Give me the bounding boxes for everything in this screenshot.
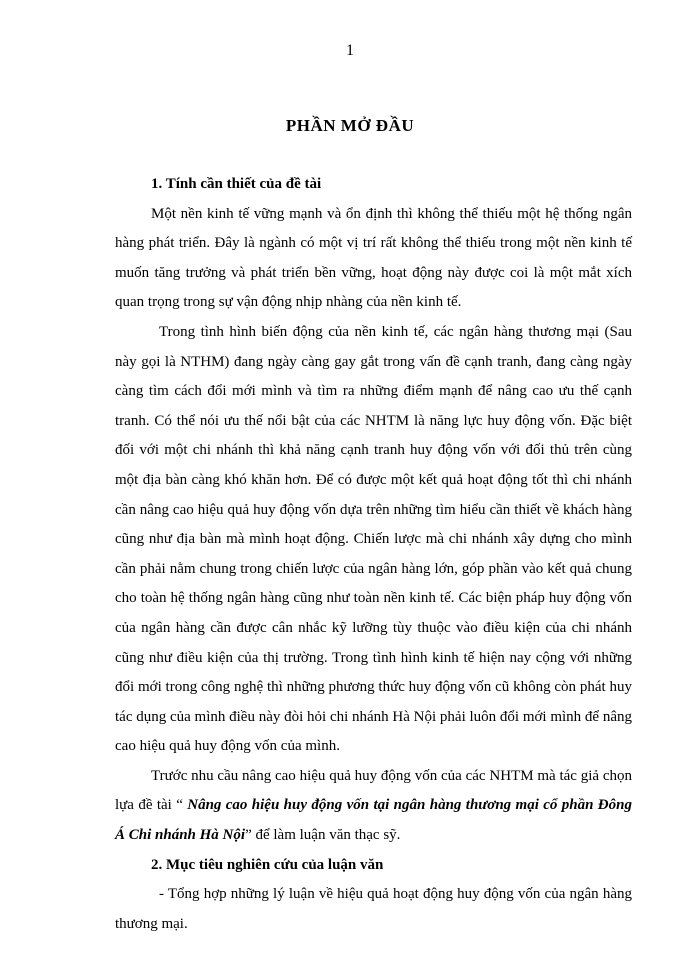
section-1-paragraph-3 bbox=[115, 762, 632, 851]
paragraph-3-ending: ” để làm luận văn thạc sỹ. bbox=[245, 827, 401, 844]
section-1-heading: 1. Tính cần thiết của đề tài bbox=[151, 176, 322, 192]
thesis-topic-title: Nâng cao hiệu huy động vốn tại ngân hàng thương mại cổ phần Đông Á Chi nhánh Hà Nội bbox=[115, 797, 632, 844]
section-1-paragraph-1: Một nền kinh tế vững mạnh và ổn định thì không thể thiếu một hệ thống ngân hàng phát triển. Đây là ngành có một vị trí rất không thể thiếu trong một nền kinh tế muốn tăng trưởng và phát triển bền vững, hoạt động này được coi là một mắt xích quan trọng trong sự vận động nhịp nhàng của nền kinh tế. bbox=[115, 205, 632, 311]
section-1-paragraph-2: Trong tình hình biến động của nền kinh tế, các ngân hàng thương mại (Sau này gọi là NTHM) đang ngày càng gay gắt trong vấn đề cạnh tranh, đang càng ngày càng tìm cách đổi mới mình và tìm ra những điểm mạnh để nâng cao ưu thế cạnh tranh. Có thể nói ưu thế nổi bật của các NHTM là năng lực huy động vốn. Đặc biệt đối với một chi nhánh thì khả năng cạnh tranh huy động vốn với đối thủ trên cùng một địa bàn càng khó khăn hơn. Để có được một kết quả hoạt động tốt thì chi nhánh cần nâng cao hiệu quả huy động vốn dựa trên những tìm hiểu cần thiết về khách hàng cũng như địa bàn mà mình hoạt động. Chiến lược mà chi nhánh xây dựng cho mình cần phải nằm chung trong chiến lược của ngân hàng lớn, góp phần vào kết quả chung cho toàn hệ thống ngân hàng cũng như toàn nền kinh tế. Các biện pháp huy động vốn của ngân hàng cần được cân nhắc kỹ lưỡng tùy thuộc vào điều kiện của chi nhánh cũng như điều kiện của thị trường. Trong tình hình kinh tế hiện nay cộng với những đổi mới trong công nghệ thì những phương thức huy động vốn cũ không còn phát huy tác dụng của mình điều này đòi hỏi chi nhánh Hà Nội phải luôn đổi mới mình để nâng cao hiệu quả huy động vốn của mình. bbox=[115, 323, 633, 755]
paragraph-3-intro: Trước nhu cầu nâng cao hiệu quả huy động vốn của các NHTM mà tác giả chọn lựa đề tài “ bbox=[115, 767, 632, 814]
document-body bbox=[115, 170, 632, 939]
page-number: 1 bbox=[346, 42, 354, 59]
page-title: PHẦN MỞ ĐẦU bbox=[285, 116, 415, 135]
section-2-heading: 2. Mục tiêu nghiên cứu của luận văn bbox=[151, 856, 384, 873]
section-2-item-1: - Tổng hợp những lý luận về hiệu quả hoạt động huy động vốn của ngân hàng thương mại. bbox=[115, 886, 632, 932]
